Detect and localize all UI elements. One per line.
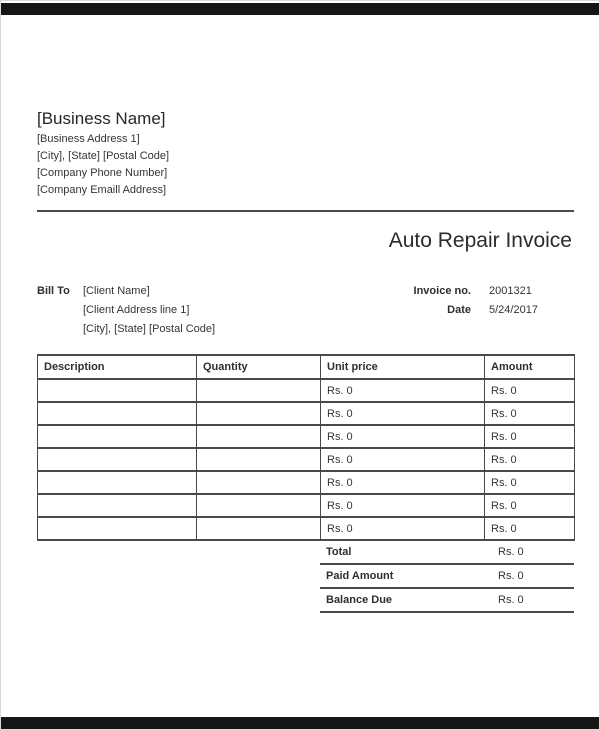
header-amount: Amount bbox=[485, 355, 575, 379]
cell-amount: Rs. 0 bbox=[485, 448, 575, 471]
table-header-row bbox=[38, 355, 575, 379]
cell-quantity bbox=[197, 425, 321, 448]
cell-amount: Rs. 0 bbox=[485, 494, 575, 517]
table-row bbox=[38, 448, 575, 471]
client-name: [Client Name] bbox=[83, 285, 150, 297]
client-address: [Client Address line 1] bbox=[83, 304, 190, 316]
cell-description bbox=[38, 471, 197, 494]
totals-summary bbox=[320, 541, 574, 613]
top-edge-bar bbox=[1, 3, 599, 15]
header-unit-price: Unit price bbox=[321, 355, 485, 379]
cell-description bbox=[38, 402, 197, 425]
paid-amount-row bbox=[320, 565, 574, 589]
balance-due-row bbox=[320, 589, 574, 613]
business-phone: [Company Phone Number] bbox=[37, 167, 168, 179]
header-divider bbox=[37, 210, 574, 212]
page-title: Auto Repair Invoice bbox=[388, 229, 572, 252]
cell-quantity bbox=[197, 517, 321, 540]
cell-amount: Rs. 0 bbox=[485, 471, 575, 494]
bill-to-label: Bill To bbox=[37, 285, 70, 297]
invoice-date-value: 5/24/2017 bbox=[489, 304, 538, 316]
total-label: Total bbox=[326, 546, 352, 558]
business-address: [Business Address 1] bbox=[37, 133, 140, 145]
paid-amount-value: Rs. 0 bbox=[498, 570, 524, 582]
paid-amount-label: Paid Amount bbox=[326, 570, 394, 582]
table-row bbox=[38, 494, 575, 517]
table-row bbox=[38, 379, 575, 402]
cell-amount: Rs. 0 bbox=[485, 517, 575, 540]
table-row bbox=[38, 402, 575, 425]
business-city-state-zip: [City], [State] [Postal Code] bbox=[37, 150, 170, 162]
invoice-meta-values bbox=[489, 282, 538, 320]
cell-quantity bbox=[197, 471, 321, 494]
invoice-no-value: 2001321 bbox=[489, 285, 532, 297]
table-row bbox=[38, 425, 575, 448]
business-info-block bbox=[37, 109, 169, 199]
cell-amount: Rs. 0 bbox=[485, 379, 575, 402]
cell-description bbox=[38, 494, 197, 517]
client-city-state-zip: [City], [State] [Postal Code] bbox=[83, 323, 216, 335]
cell-unit-price: Rs. 0 bbox=[321, 494, 485, 517]
invoice-date-label: Date bbox=[447, 304, 471, 316]
cell-description bbox=[38, 448, 197, 471]
cell-description bbox=[38, 379, 197, 402]
cell-unit-price: Rs. 0 bbox=[321, 379, 485, 402]
invoice-no-label: Invoice no. bbox=[413, 285, 471, 297]
cell-unit-price: Rs. 0 bbox=[321, 517, 485, 540]
table-row bbox=[38, 517, 575, 540]
cell-quantity bbox=[197, 379, 321, 402]
bottom-edge-bar bbox=[1, 717, 599, 729]
cell-quantity bbox=[197, 402, 321, 425]
cell-quantity bbox=[197, 448, 321, 471]
table-row bbox=[38, 471, 575, 494]
line-items-table bbox=[37, 354, 575, 541]
cell-description bbox=[38, 517, 197, 540]
total-row bbox=[320, 541, 574, 565]
bill-to-block bbox=[83, 282, 215, 339]
cell-unit-price: Rs. 0 bbox=[321, 448, 485, 471]
business-email: [Company Emaill Address] bbox=[37, 184, 166, 196]
cell-amount: Rs. 0 bbox=[485, 402, 575, 425]
cell-unit-price: Rs. 0 bbox=[321, 425, 485, 448]
invoice-meta-labels bbox=[341, 282, 471, 320]
total-value: Rs. 0 bbox=[498, 546, 524, 558]
balance-due-label: Balance Due bbox=[326, 594, 393, 606]
cell-quantity bbox=[197, 494, 321, 517]
cell-description bbox=[38, 425, 197, 448]
cell-unit-price: Rs. 0 bbox=[321, 471, 485, 494]
business-name: [Business Name] bbox=[37, 109, 166, 128]
header-description: Description bbox=[38, 355, 197, 379]
cell-amount: Rs. 0 bbox=[485, 425, 575, 448]
cell-unit-price: Rs. 0 bbox=[321, 402, 485, 425]
balance-due-value: Rs. 0 bbox=[498, 594, 524, 606]
header-quantity: Quantity bbox=[197, 355, 321, 379]
